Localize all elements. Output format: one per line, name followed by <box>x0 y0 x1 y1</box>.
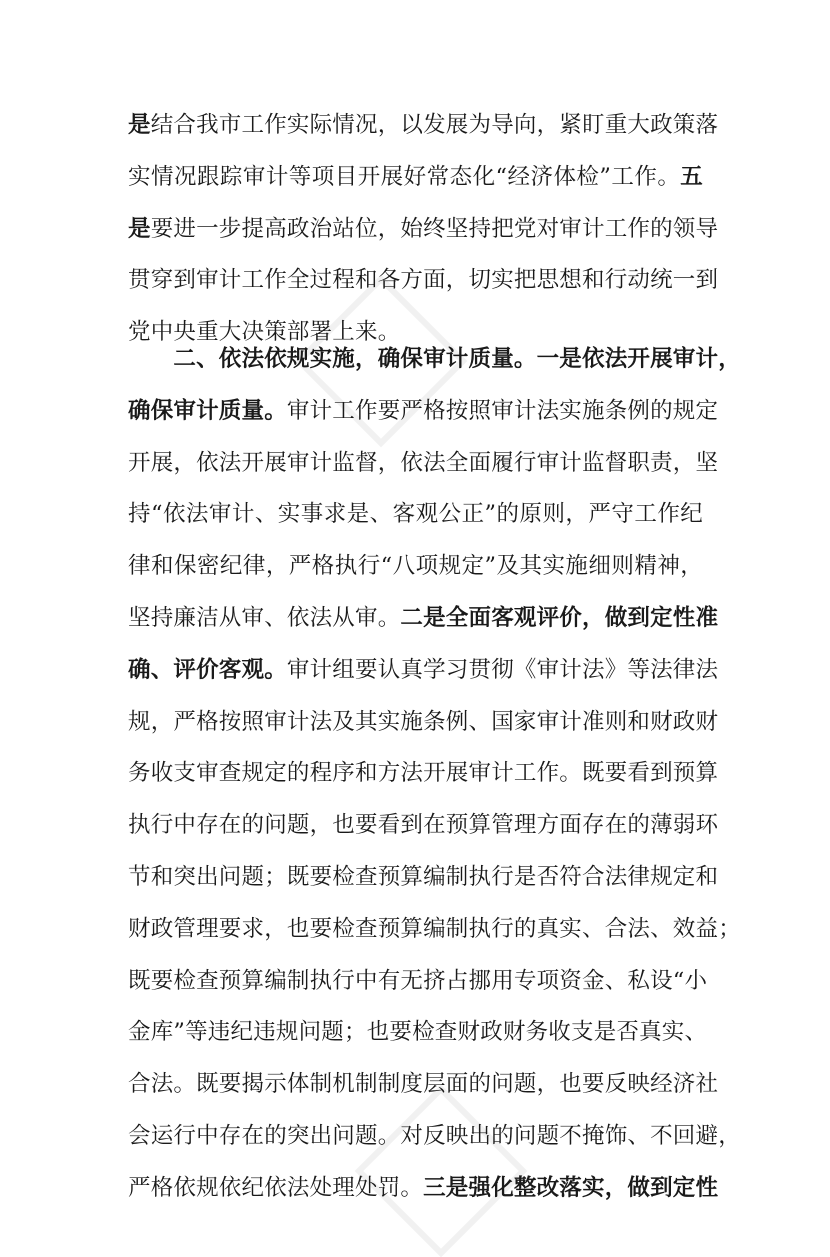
bold-text-run: 确保审计质量。 <box>128 397 287 424</box>
text-run: 要进一步提高政治站位，始终坚持把党对审计工作的领导 <box>150 215 719 242</box>
text-line <box>128 489 703 541</box>
text-run: 党中央重大决策部署上来。 <box>128 319 401 346</box>
text-line <box>128 255 719 307</box>
text-run: 节和突出问题；既要检查预算编制执行是否符合法律规定和 <box>128 863 719 890</box>
text-line <box>128 438 719 490</box>
text-run <box>128 346 173 372</box>
bold-text-run: 确、评价客观。 <box>128 656 287 683</box>
text-line <box>128 748 719 800</box>
text-run: 审计组要认真学习贯彻《审计法》等法律法 <box>286 656 719 683</box>
text-line <box>128 852 719 904</box>
text-run: 务收支审查规定的程序和方法开展审计工作。既要看到预算 <box>128 760 719 787</box>
text-run: 实情况跟踪审计等项目开展好常态化“经济体检”工作。 <box>128 163 681 190</box>
text-run: 严格依规依纪依法处理处罚。 <box>128 1174 424 1201</box>
text-run: 会运行中存在的突出问题。对反映出的问题不掩饰、不回避， <box>128 1122 741 1149</box>
text-run: 贯穿到审计工作全过程和各方面，切实把思想和行动统一到 <box>128 267 719 294</box>
text-line <box>128 593 719 645</box>
text-run: 规，严格按照审计法及其实施条例、国家审计准则和财政财 <box>128 708 719 735</box>
bold-text-run: 五 <box>680 163 703 190</box>
text-line <box>128 904 741 956</box>
text-line <box>128 1111 741 1163</box>
bold-text-run: 二、依法依规实施，确保审计质量。一是依法开展审计， <box>173 346 741 372</box>
text-run: 持“依法审计、实事求是、客观公正”的原则，严守工作纪 <box>128 501 703 528</box>
text-line <box>128 100 719 152</box>
text-line <box>128 1007 708 1059</box>
text-line <box>128 956 708 1008</box>
text-line <box>128 800 719 852</box>
text-line <box>128 541 703 593</box>
text-line <box>128 697 719 749</box>
text-line <box>128 645 719 697</box>
text-run: 财政管理要求，也要检查预算编制执行的真实、合法、效益； <box>128 915 741 942</box>
text-run: 坚持廉洁从审、依法从审。 <box>128 604 401 631</box>
text-run: 律和保密纪律，严格执行“八项规定”及其实施细则精神， <box>128 553 703 580</box>
text-line <box>128 386 719 438</box>
text-run: 金库”等违纪违规问题；也要检查财政财务收支是否真实、 <box>128 1019 708 1046</box>
text-line <box>128 152 703 204</box>
text-run: 开展，依法开展审计监督，依法全面履行审计监督职责，坚 <box>128 449 719 476</box>
bold-text-run: 是 <box>128 215 151 242</box>
bold-text-run: 三是强化整改落实，做到定性 <box>423 1174 719 1201</box>
text-run: 合法。既要揭示体制机制制度层面的问题，也要反映经济社 <box>128 1071 719 1098</box>
text-run: 结合我市工作实际情况，以发展为导向，紧盯重大政策落 <box>150 112 719 138</box>
paragraph-1 <box>128 100 719 359</box>
text-run: 执行中存在的问题，也要看到在预算管理方面存在的薄弱环 <box>128 812 719 839</box>
text-line <box>128 1163 719 1215</box>
text-line <box>128 334 741 386</box>
text-line <box>128 1059 719 1111</box>
bold-text-run: 二是全面客观评价，做到定性准 <box>400 604 719 631</box>
paragraph-2 <box>128 334 741 1215</box>
text-run: 既要检查预算编制执行中有无挤占挪用专项资金、私设“小 <box>128 967 708 994</box>
text-run: 审计工作要严格按照审计法实施条例的规定 <box>286 397 719 424</box>
bold-text-run: 是 <box>128 112 151 138</box>
text-line <box>128 204 719 256</box>
